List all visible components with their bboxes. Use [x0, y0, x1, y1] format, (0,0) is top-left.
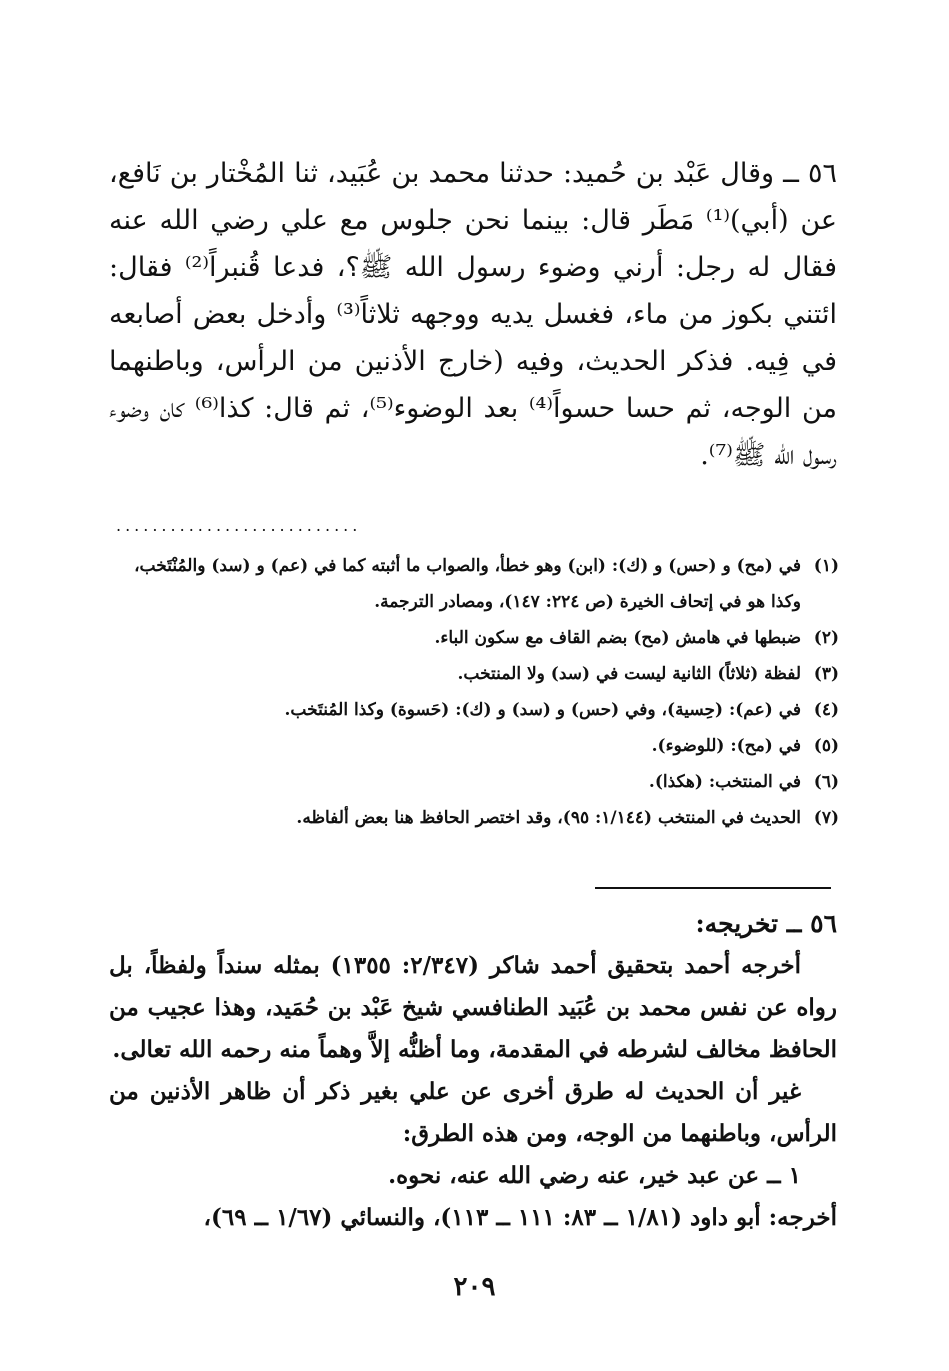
takhrij-paragraph: أخرجه أحمد بتحقيق أحمد شاكر (٢/٣٤٧: ١٣٥٥) بمثله سنداً ولفظاً، بل رواه عن نفس محمد بن عُبَيد الطنافسي شيخ عَبْد بن حُمَيد، وهذا عجيب من الحافظ مخالف لشرطه في المقدمة، وما أظنُّه إلاَّ وهماً منه رحمه الله تعالى.	[109, 952, 837, 1063]
footnote-5	[109, 728, 839, 764]
footnote-text: في (مح): (للوضوء).	[651, 736, 801, 756]
footnote-7	[109, 800, 839, 836]
footnote-number: (٧)	[813, 808, 839, 828]
takhrij-heading: ٥٦ ــ تخريجه:	[695, 909, 837, 938]
takhrij-paragraph: أخرجه: أبو داود (١/٨١ ــ ٨٣: ١١١ ــ ١١٣)، والنسائي (١/٦٧ ــ ٦٩)،	[203, 1204, 837, 1231]
footnotes	[109, 548, 839, 836]
takhrij-list-item: ١ ــ عن عبد خير، عنه رضي الله عنه، نحوه.	[388, 1162, 801, 1189]
footnote-3	[109, 656, 839, 692]
footnote-number: (٣)	[813, 664, 839, 684]
footnote-4	[109, 692, 839, 728]
footnote-1	[109, 548, 839, 620]
footnote-text: في المنتخب: (هكذا).	[648, 772, 801, 792]
footnote-text: ضبطها في هامش (مح) بضم القاف مع سكون الباء.	[434, 628, 801, 648]
hadith-paragraph: ٥٦ ــ وقال عَبْد بن حُميد: حدثنا محمد بن عُبَيد، ثنا المُخْتار بن نَافع، عن (أبي)⁽¹⁾ مَطَر قال: بينما نحن جلوس مع علي رضي الله عنه فقال له رجل: أرني وضوء رسول الله ﷺ؟، فدعا قُنبراً⁽²⁾ فقال: ائتني بكوز من ماء، فغسل يديه ووجهه ثلاثاً⁽³⁾ وأدخل بعض أصابعه في فِيه. فذكر الحديث، وفيه (خارج الأذنين من الرأس، وباطنهما من الوجه، ثم حسا حسواً⁽⁴⁾ بعد الوضوء⁽⁵⁾، ثم قال: كذا⁽⁶⁾ كان وضوء رسول الله ﷺ⁽⁷⁾.	[109, 158, 838, 471]
separator-dots: ...........................	[116, 516, 362, 535]
footnote-number: (١)	[813, 556, 839, 576]
footnote-2	[109, 620, 839, 656]
footnote-number: (٦)	[813, 772, 839, 792]
footnote-text: لفظة (ثلاثاً) الثانية ليست في (سد) ولا المنتخب.	[457, 664, 801, 684]
footnote-number: (٥)	[813, 736, 839, 756]
section-divider	[595, 887, 831, 889]
footnote-text: الحديث في المنتخب (١/١٤٤: ٩٥)، وقد اختصر الحافظ هنا بعض ألفاظه.	[296, 808, 801, 828]
footnote-text: في (عم): (حِسية)، وفي (حس) و (سد) و (ك): (حَسوة) وكذا المُنتَخب.	[284, 700, 801, 720]
footnote-number: (٢)	[813, 628, 839, 648]
footnote-6	[109, 764, 839, 800]
page-number: ٢٠٩	[453, 1272, 496, 1302]
takhrij-section	[109, 903, 837, 1239]
footnote-number: (٤)	[813, 700, 839, 720]
footnote-text: في (مح) و (حس) و (ك): (ابن) وهو خطأ، والصواب ما أثبته كما في (عم) و (سد) والمُنْتَخب، وكذا هو في إتحاف الخيرة (ص ٢٢٤: ١٤٧)، ومصادر الترجمة.	[134, 556, 801, 612]
hadith-text	[109, 150, 837, 479]
takhrij-paragraph: غير أن الحديث له طرق أخرى عن علي بغير ذكر أن ظاهر الأذنين من الرأس، وباطنهما من الوجه، ومن هذه الطرق:	[109, 1078, 837, 1147]
